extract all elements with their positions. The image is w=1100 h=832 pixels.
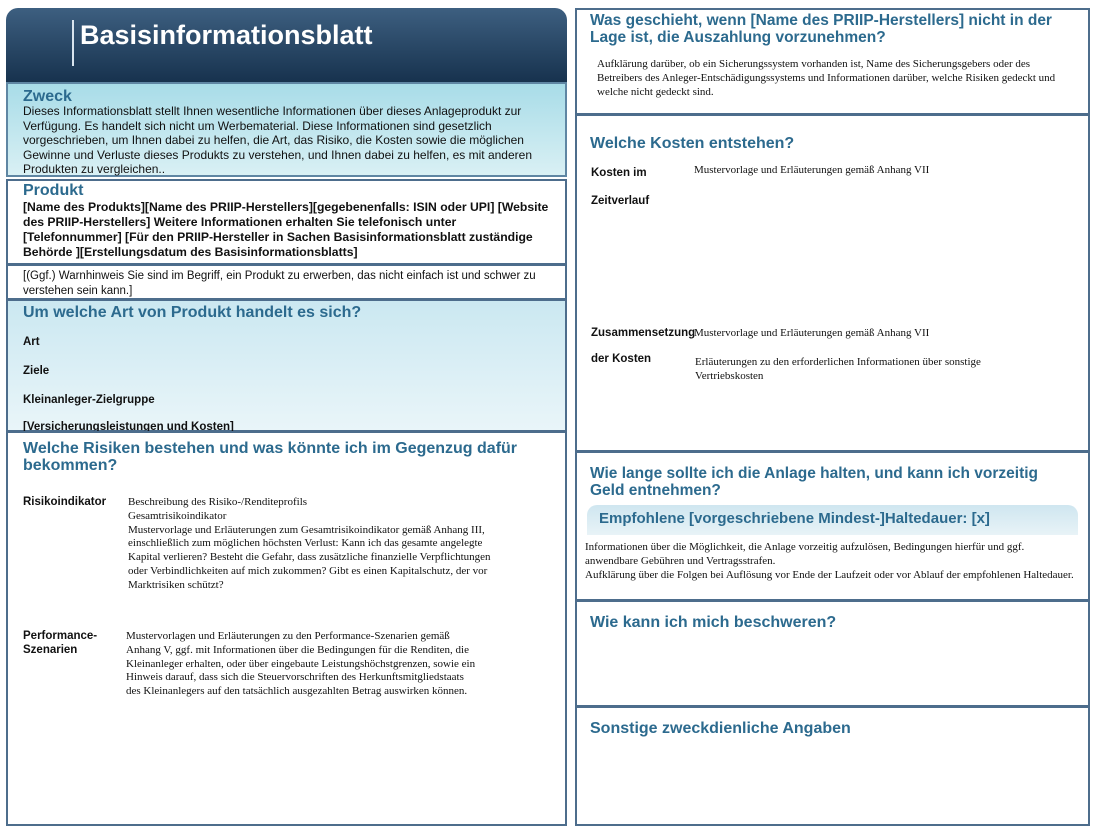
art-item-art: Art [23, 336, 40, 348]
document-title: Basisinformationsblatt [80, 20, 373, 50]
produkt-heading: Produkt [23, 182, 84, 199]
section-art [6, 299, 567, 432]
kosten-zusammensetzung-label-1: Zusammensetzung [591, 327, 696, 339]
art-heading: Um welche Art von Produkt handelt es sich? [23, 304, 362, 321]
section-sonstige [575, 706, 1090, 826]
risikoindikator-text: Beschreibung des Risiko-/Renditeprofils Gesamtrisikoindikator Mustervorlage und Erläuterungen zum Gesamtrisikoindikator gemäß Anhang III, einschließlich zum möglichen höchsten Verlust: Kann ich das gesamte angelegte Kapital verlieren? Besteht die Gefahr, dass zusätzliche finanzielle Verpflichtungen oder Verbindlichkeiten auf mich zukommen? Gibt es einen Kapitalschutz, der vor Marktrisiken schützt? [128, 496, 491, 591]
section-zweck [6, 82, 567, 177]
right-column [575, 8, 1090, 826]
auszahlung-heading: Was geschieht, wenn [Name des PRIIP-Herstellers] nicht in der Lage ist, die Auszahlung vorzunehmen? [590, 12, 1052, 46]
section-kosten [575, 114, 1090, 452]
section-risiken [6, 431, 567, 826]
art-item-ziele: Ziele [23, 365, 50, 377]
art-item-zielgruppe: Kleinanleger-Zielgruppe [23, 394, 155, 406]
section-warning [6, 264, 567, 300]
produkt-text: [Name des Produkts][Name des PRIIP-Herstellers][gegebenenfalls: ISIN oder UPI] [Website des PRIIP-Herstellers] Weitere Informationen erhalten Sie telefonisch unter [Telefonnummer] [Für den PRIIP-Hersteller in Sachen Basisinformationsblatt zuständige Behörde ][Erstellungsdatum des Basisinformationsblatts] [23, 200, 549, 259]
kosten-sonstige-text: Erläuterungen zu den erforderlichen Informationen über sonstige Vertriebskosten [695, 356, 981, 382]
performance-label: Performance- Szenarien [23, 630, 98, 656]
zweck-heading: Zweck [23, 88, 72, 105]
risiken-heading: Welche Risiken bestehen und was könnte ich im Gegenzug dafür bekommen? [23, 440, 518, 474]
section-produkt [6, 179, 567, 265]
beschwerde-heading: Wie kann ich mich beschweren? [590, 614, 837, 631]
kosten-zusammensetzung-label-2: der Kosten [591, 353, 652, 365]
warning-text: [(Ggf.) Warnhinweis Sie sind im Begriff, ein Produkt zu erwerben, das nicht einfach ist und schwer zu verstehen sein kann.] [23, 270, 536, 297]
kosten-zeitverlauf-label-1: Kosten im [591, 167, 647, 179]
haltedauer-text: Informationen über die Möglichkeit, die Anlage vorzeitig aufzulösen, Bedingungen hierfür und ggf. anwendbare Gebühren und Vertragsstrafen. Aufklärung über die Folgen bei Auflösung vor Ende der Laufzeit oder vor Ablauf der empfohlenen Haltedauer. [585, 541, 1074, 581]
left-column [6, 8, 567, 826]
section-beschwerde [575, 600, 1090, 707]
auszahlung-text: Aufklärung darüber, ob ein Sicherungssystem vorhanden ist, Name des Sicherungsgebers oder des Betreibers des Anleger-Entschädigungssystems und Informationen darüber, welche Risiken gedeckt und welche nicht gedeckt sind. [597, 58, 1056, 98]
kosten-heading: Welche Kosten entstehen? [590, 135, 795, 152]
header-divider [72, 20, 74, 66]
kosten-zeitverlauf-label-2: Zeitverlauf [591, 195, 650, 207]
section-auszahlung [575, 8, 1090, 115]
haltedauer-band-text: Empfohlene [vorgeschriebene Mindest-]Haltedauer: [x] [599, 510, 990, 527]
art-item-versicherung: [Versicherungsleistungen und Kosten] [23, 421, 234, 433]
zweck-text: Dieses Informationsblatt stellt Ihnen wesentliche Informationen über dieses Anlageprodukt zur Verfügung. Es handelt sich nicht um Werbematerial. Diese Informationen sind gesetzlich vorgeschrieben, um Ihnen dabei zu helfen, die Art, das Risiko, die Kosten sowie die möglichen Gewinne und Verluste dieses Produkts zu verstehen, und Ihnen dabei zu helfen, es mit anderen Produkten zu vergleichen.. [23, 104, 532, 176]
haltedauer-band [587, 505, 1078, 535]
sonstige-heading: Sonstige zweckdienliche Angaben [590, 720, 851, 737]
header-banner [6, 8, 567, 82]
haltedauer-heading: Wie lange sollte ich die Anlage halten, und kann ich vorzeitig Geld entnehmen? [590, 465, 1039, 499]
section-haltedauer [575, 451, 1090, 601]
kosten-zusammensetzung-text: Mustervorlage und Erläuterungen gemäß Anhang VII [694, 327, 930, 339]
performance-text: Mustervorlagen und Erläuterungen zu den Performance-Szenarien gemäß Anhang V, ggf. mit Informationen über die Bedingungen für die Renditen, die Kleinanleger erhalten, oder über eingebaute Leistungshöchstgrenzen, sowie ein Hinweis darauf, dass sich die Steuervorschriften des Herkunftsmitgliedstaats des Kleinanlegers auf den tatsächlich ausgezahlten Betrag auswirken können. [126, 630, 476, 698]
kosten-zeitverlauf-text: Mustervorlage und Erläuterungen gemäß Anhang VII [694, 164, 930, 176]
risikoindikator-label: Risikoindikator [23, 496, 107, 508]
